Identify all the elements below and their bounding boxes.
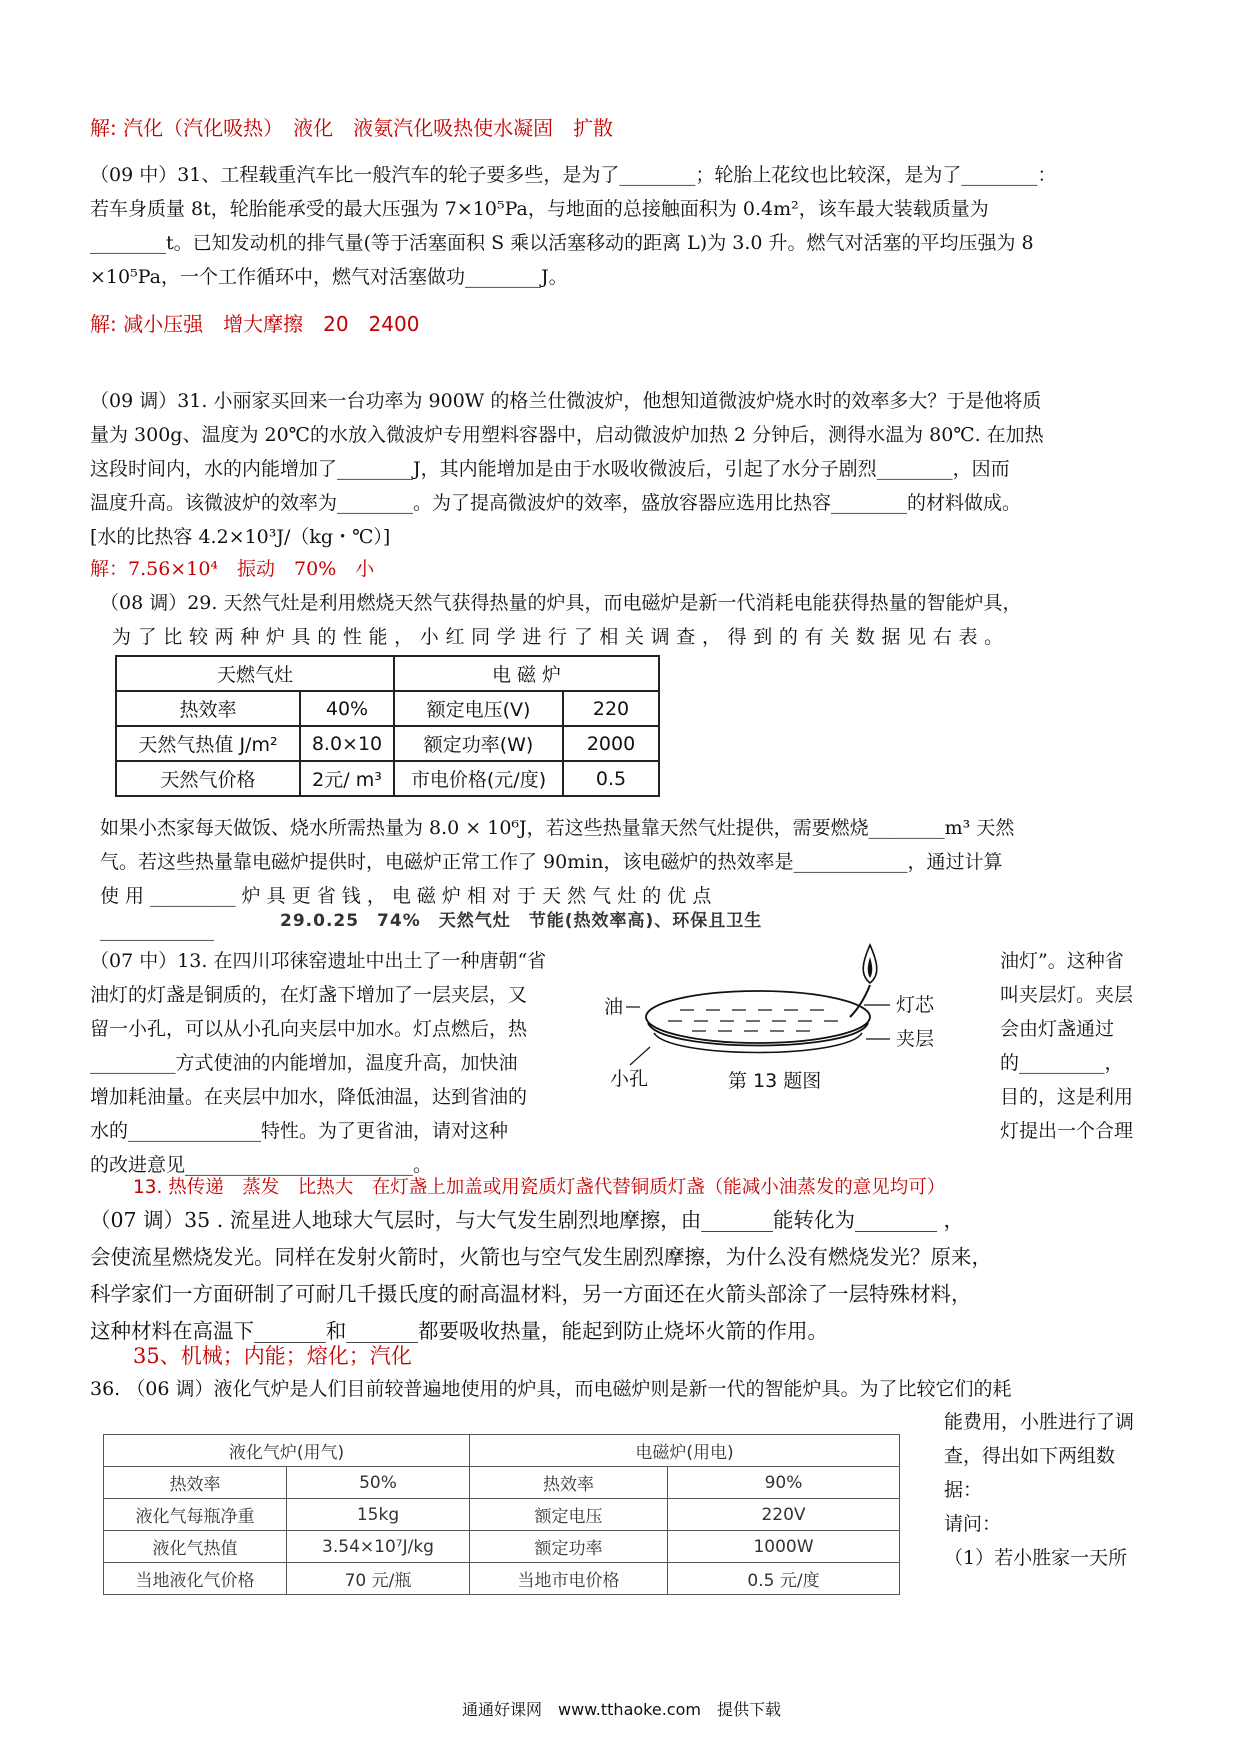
lamp-bowl-icon [646,991,870,1043]
table-cell: 15kg [287,1499,470,1531]
text-line: ×10⁵Pa，一个工作循环中，燃气对活塞做功________J。 [90,266,568,288]
table-cell: 额定电压(V) [394,691,563,726]
question-09z-31 [90,158,1056,294]
table-row [104,1563,900,1595]
oil-dash-icon [668,1010,838,1031]
text-line: 会使流星燃烧发光。同样在发射火箭时，火箭也与空气发生剧烈摩擦，为什么没有燃烧发光？原来， [90,1245,992,1269]
text-line: 这段时间内，水的内能增加了________J，其内能增加是由于水吸收微波后，引起了水分子剧烈________，因而 [90,458,1010,480]
page-footer: 通通好课网 www.tthaoke.com 提供下载 [462,1700,781,1719]
text-line: （09 中）31、工程载重汽车比一般汽车的轮子要多些，是为了________；轮胎上花纹也比较深，是为了________： [90,164,1057,186]
text-line: （07 调）35 . 流星进人地球大气层时，与大气发生剧烈地摩擦，由_______能转化为________ ， [90,1208,965,1232]
lpg-comparison-table [103,1434,900,1595]
table-cell: 额定功率 [470,1531,668,1563]
table-cell: 3.54×10⁷J/kg [287,1531,470,1563]
table-cell: 液化气每瓶净重 [104,1499,287,1531]
table-cell: 0.5 元/度 [668,1563,900,1595]
text-line: 水的______________特性。为了更省油，请对这种 [90,1120,509,1142]
question-09t-31 [90,384,1044,554]
answer-07t-35: 35、机械；内能；熔化；汽化 [133,1344,412,1368]
question-06t-36-right [944,1405,1134,1575]
table-cell: 1000W [668,1531,900,1563]
table-row [116,691,659,726]
oil-lamp-figure [604,935,990,1110]
text-line: 请问： [944,1513,1002,1535]
text-line: （07 中）13. 在四川邛徕窑遗址中出土了一种唐朝“省 [90,950,547,972]
table-cell: 70 元/瓶 [287,1563,470,1595]
table-row [104,1467,900,1499]
table-cell: 2元/ m³ [300,761,394,796]
table-cell: 液化气热值 [104,1531,287,1563]
table-cell: 热效率 [116,691,300,726]
table-cell: 当地市电价格 [470,1563,668,1595]
text-line: 油灯的灯盏是铜质的，在灯盏下增加了一层夹层，又 [90,984,528,1006]
table-cell: 热效率 [470,1467,668,1499]
text-line: 留一小孔，可以从小孔向夹层中加水。灯点燃后，热 [90,1018,528,1040]
table-header: 液化气炉(用气) [104,1435,470,1467]
table-row [116,761,659,796]
text-line: 量为 300g、温度为 20℃的水放入微波炉专用塑料容器中，启动微波炉加热 2 分钟后，测得水温为 80℃. 在加热 [90,424,1044,446]
figure-label-wick: 灯芯 [896,994,935,1016]
text-line: ________t。已知发动机的排气量(等于活塞面积 S 乘以活塞移动的距离 L)为 3.0 升。燃气对活塞的平均压强为 8 [90,232,1034,254]
text-line: 的改进意见________________________。 [90,1154,433,1176]
text-line: 灯提出一个合理 [1000,1120,1134,1142]
answer-09z-31: 解: 减小压强 增大摩擦 20 2400 [90,312,420,336]
table-cell: 50% [287,1467,470,1499]
question-07z-13-right [1000,944,1133,1148]
text-line: 目的，这是利用 [1000,1086,1134,1108]
text-line: 气。若这些热量靠电磁炉提供时，电磁炉正常工作了 90min，该电磁炉的热效率是____________，通过计算 [100,851,1003,873]
text-line: 这种材料在高温下_______和_______都要吸收热量，能起到防止烧坏火箭的作用。 [90,1319,828,1343]
table-cell: 220V [668,1499,900,1531]
table-cell: 当地液化气价格 [104,1563,287,1595]
text-line: 叫夹层灯。夹层 [1000,984,1134,1006]
text-line: 增加耗油量。在夹层中加水，降低油温，达到省油的 [90,1086,528,1108]
table-row [104,1499,900,1531]
table-cell: 40% [300,691,394,726]
table-row [104,1531,900,1563]
table-cell: 额定电压 [470,1499,668,1531]
table-row [116,726,659,761]
text-line: 油灯”。这种省 [1000,950,1124,972]
text-line: 科学家们一方面研制了可耐几千摄氏度的耐高温材料，另一方面还在火箭头部涂了一层特殊材料， [90,1282,972,1306]
flame-core-icon [868,957,873,978]
text-line: 温度升高。该微波炉的效率为________。为了提高微波炉的效率，盛放容器应选用比热容________的材料做成。 [90,492,1022,514]
table-cell: 90% [668,1467,900,1499]
question-06t-36: 36. （06 调）液化气炉是人们目前较普遍地使用的炉具，而电磁炉则是新一代的智能炉具。为了比较它们的耗 [90,1378,1012,1400]
text-line: 的_________， [1000,1052,1124,1074]
text-line: 如果小杰家每天做饭、烧水所需热量为 8.0 × 10⁶J，若这些热量靠天然气灶提供，需要燃烧________m³ 天然 [100,817,1015,839]
table-header: 电 磁 炉 [394,656,659,691]
figure-label-layer: 夹层 [896,1028,935,1050]
answer-08t-29-scan: 29.0.25 74% 天然气灶 节能(热效率高)、环保且卫生 [280,911,763,931]
answer-intro: 解: 汽化（汽化吸热） 液化 液氨汽化吸热使水凝固 扩散 [90,116,614,140]
text-line: 据： [944,1479,983,1501]
table-cell: 热效率 [104,1467,287,1499]
table-header: 电磁炉(用电) [470,1435,900,1467]
answer-07z-13: 13. 热传递 蒸发 比热大 在灯盏上加盖或用瓷质灯盏代替铜质灯盏（能减小油蒸发的意见均可） [133,1177,946,1198]
text-line: （09 调）31. 小丽家买回来一台功率为 900W 的格兰仕微波炉，他想知道微波炉烧水时的效率多大？于是他将质 [90,390,1042,412]
figure-caption: 第 13 题图 [728,1070,822,1092]
figure-label-oil: 油 [604,996,624,1018]
text-line: [水的比热容 4.2×10³J/（kg・℃）] [90,526,391,548]
text-line: 若车身质量 8t，轮胎能承受的最大压强为 7×10⁵Pa，与地面的总接触面积为 0.4m²，该车最大装载质量为 [90,198,989,220]
text-line: 使 用 _________ 炉 具 更 省 钱 ， 电 磁 炉 相 对 于 天 然 气 灶 的 优 点 [100,885,712,907]
table-cell: 220 [563,691,659,726]
question-07t-35 [90,1202,992,1350]
answer-09t-31: 解：7.56×10⁴ 振动 70% 小 [90,558,375,580]
table-cell: 天然气热值 J/m² [116,726,300,761]
text-line: 查，得出如下两组数 [944,1445,1116,1467]
table-cell: 0.5 [563,761,659,796]
table-cell: 天然气价格 [116,761,300,796]
text-line: 为了比较两种炉具的性能，小红同学进行了相关调查，得到的有关数据见右表。 [112,626,1010,648]
table-cell: 8.0×10 [300,726,394,761]
table-cell: 额定功率(W) [394,726,563,761]
table-header: 天燃气灶 [116,656,394,691]
table-cell: 2000 [563,726,659,761]
text-line: 会由灯盏通过 [1000,1018,1115,1040]
text-line: _________方式使油的内能增加，温度升高，加快油 [90,1052,518,1074]
question-08t-29-intro [100,586,1021,654]
table-cell: 市电价格(元/度) [394,761,563,796]
question-07z-13-left [90,944,546,1182]
figure-label-hole: 小孔 [610,1068,649,1090]
text-line: （08 调）29. 天然气灶是利用燃烧天然气获得热量的炉具，而电磁炉是新一代消耗电能获得热量的智能炉具， [100,592,1022,614]
text-line: 能费用，小胜进行了调 [944,1411,1135,1433]
wick-icon [850,985,870,1017]
stove-comparison-table [115,655,660,797]
text-line: （1）若小胜家一天所 [944,1547,1128,1569]
text-line: ____________ [100,919,214,941]
